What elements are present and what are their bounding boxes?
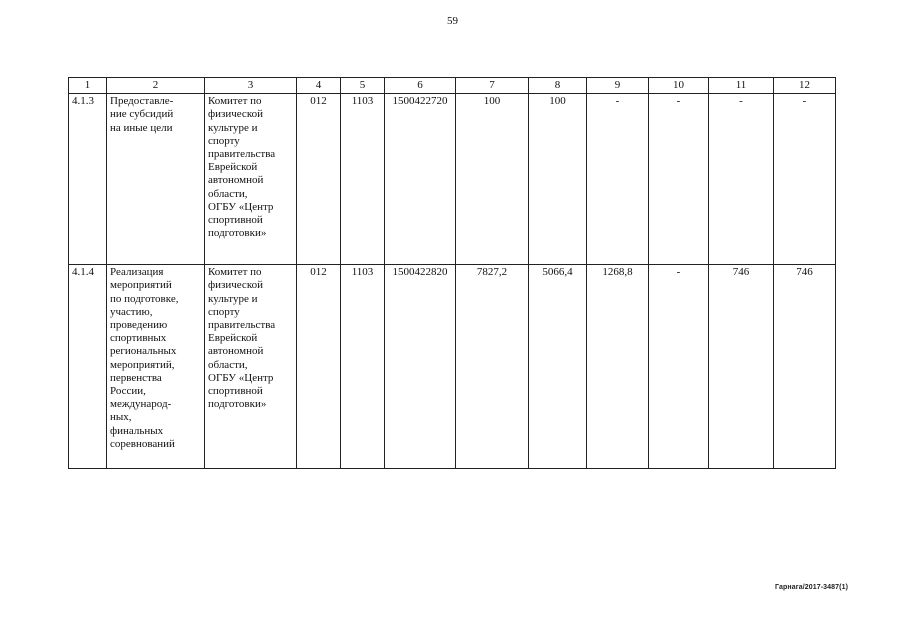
value-cell: - <box>587 94 649 265</box>
column-header: 12 <box>774 78 836 94</box>
activity-name-cell: Предоставле- ние субсидий на иные цели <box>107 94 205 265</box>
code-cell: 012 <box>297 94 341 265</box>
table-row <box>69 265 836 469</box>
value-cell: 100 <box>456 94 529 265</box>
page-number: 59 <box>447 15 458 27</box>
row-number-cell: 4.1.4 <box>69 265 107 469</box>
column-header: 2 <box>107 78 205 94</box>
column-header: 1 <box>69 78 107 94</box>
column-header: 10 <box>649 78 709 94</box>
column-header: 11 <box>709 78 774 94</box>
value-cell: - <box>649 94 709 265</box>
value-cell: 1268,8 <box>587 265 649 469</box>
target-article-cell: 1500422720 <box>385 94 456 265</box>
section-cell: 1103 <box>341 265 385 469</box>
table-row <box>69 94 836 265</box>
executor-cell: Комитет по физической культуре и спорту правительства Еврейской автономной области, ОГБУ «Центр спортивной подготовки» <box>205 265 297 469</box>
document-code: Гарнага/2017-3487(1) <box>775 584 848 591</box>
value-cell: 7827,2 <box>456 265 529 469</box>
program-activities-table <box>68 77 836 469</box>
column-header: 7 <box>456 78 529 94</box>
column-header: 3 <box>205 78 297 94</box>
value-cell: - <box>774 94 836 265</box>
column-header: 8 <box>529 78 587 94</box>
table-header-row <box>69 78 836 94</box>
column-header: 6 <box>385 78 456 94</box>
row-number-cell: 4.1.3 <box>69 94 107 265</box>
value-cell: 100 <box>529 94 587 265</box>
section-cell: 1103 <box>341 94 385 265</box>
activity-name-cell: Реализация мероприятий по подготовке, участию, проведению спортивных региональных мероприятий, первенства России, международ- ных, финальных соревнований <box>107 265 205 469</box>
value-cell: 5066,4 <box>529 265 587 469</box>
column-header: 9 <box>587 78 649 94</box>
column-header: 5 <box>341 78 385 94</box>
column-header: 4 <box>297 78 341 94</box>
target-article-cell: 1500422820 <box>385 265 456 469</box>
code-cell: 012 <box>297 265 341 469</box>
value-cell: - <box>709 94 774 265</box>
executor-cell: Комитет по физической культуре и спорту правительства Еврейской автономной области, ОГБУ «Центр спортивной подготовки» <box>205 94 297 265</box>
value-cell: 746 <box>774 265 836 469</box>
value-cell: - <box>649 265 709 469</box>
value-cell: 746 <box>709 265 774 469</box>
